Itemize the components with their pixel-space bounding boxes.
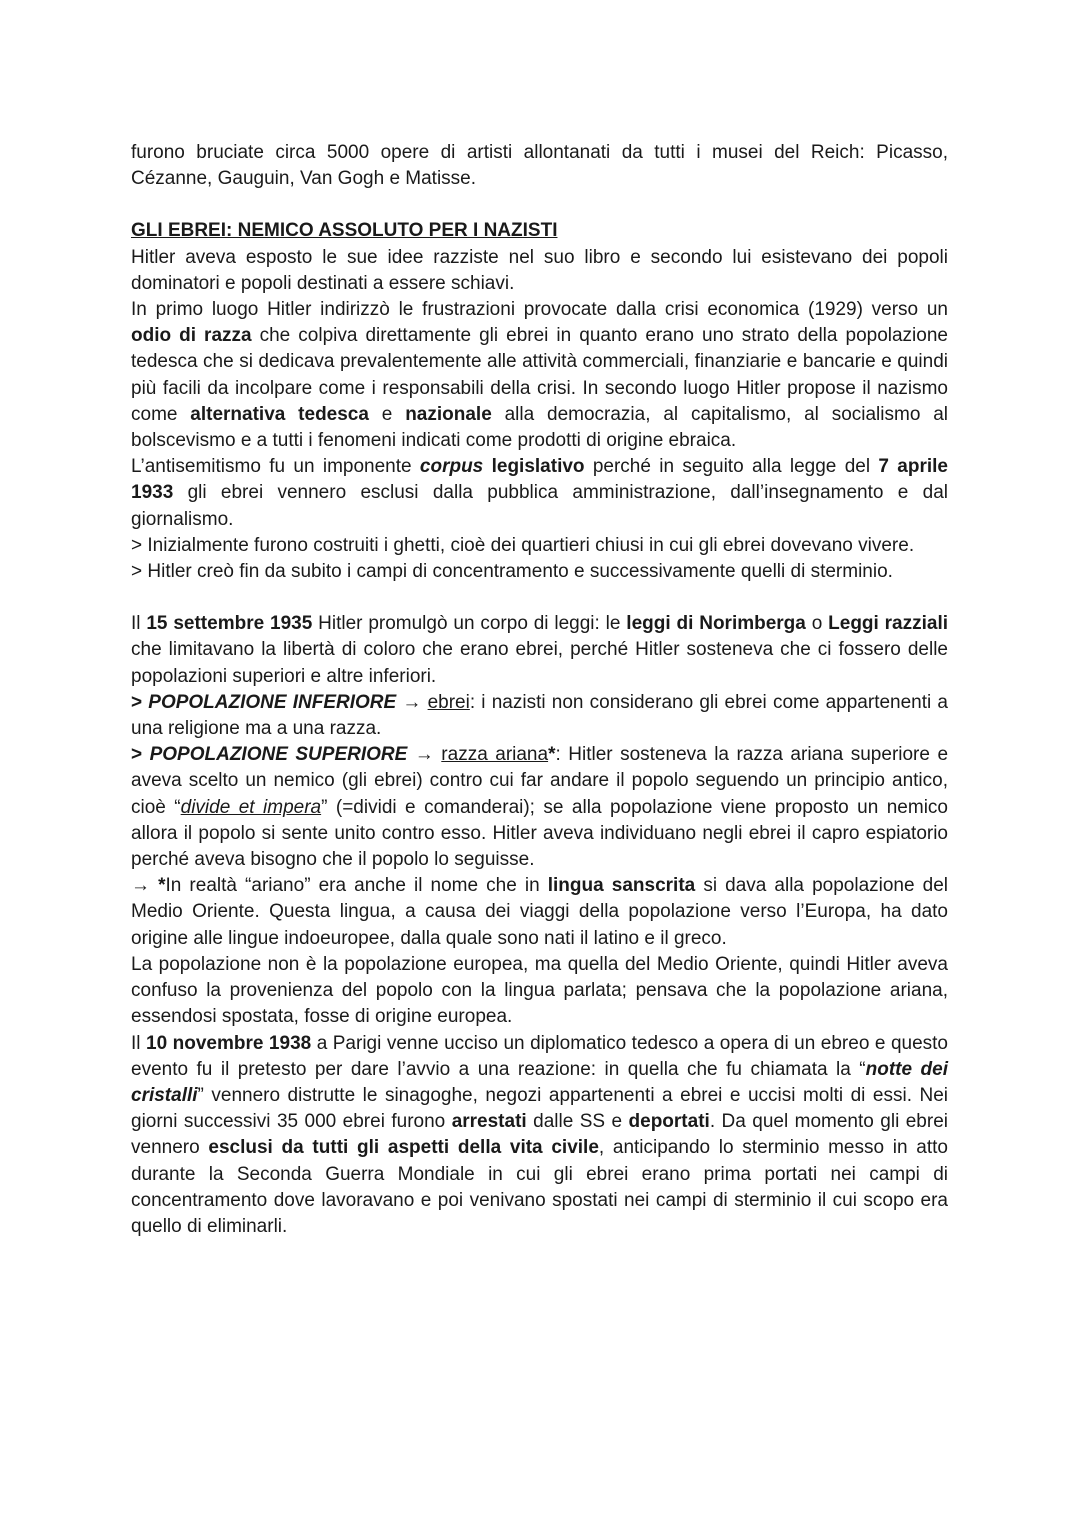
paragraph-aryan-note: [131, 873, 948, 952]
paragraph-gap: [131, 192, 948, 218]
bold-date: 15 settembre 1935: [146, 613, 313, 635]
paragraph-kristallnacht: [131, 1031, 948, 1241]
bold-term: alternativa tedesca: [190, 403, 369, 425]
paragraph-economic-crisis: [131, 297, 948, 454]
paragraph-gap: [131, 585, 948, 611]
bold-date: 10 novembre 1938: [146, 1032, 312, 1054]
text-run: In primo luogo Hitler indirizzò le frustrazioni provocate dalla crisi economica (1929) verso un: [131, 299, 948, 321]
text-run: dalle SS e: [526, 1111, 629, 1133]
bold-italic-term: POPOLAZIONE SUPERIORE: [149, 744, 408, 766]
text-run: che limitavano la libertà di coloro che erano ebrei, perché Hitler sosteneva che ci fossero delle popolazioni superiori e altre inferiori.: [131, 639, 948, 687]
bold-term: deportati: [628, 1111, 710, 1133]
text-run: : Hitler sosteneva la razza ariana superiore e aveva scelto un nemico (gli ebrei) contro cui far andare il popolo seguendo un principio antico, cioè “: [131, 744, 949, 818]
bold-term: legislativo: [491, 456, 585, 478]
text-run: gli ebrei vennero esclusi dalla pubblica amministrazione, dall’insegnamento e dal giornalismo.: [131, 482, 948, 530]
text-run: ” vennero distrutte le sinagoghe, negozi appartenenti a ebrei e uccisi molti di essi. Nei giorni successivi 35 000 ebrei furono: [131, 1084, 948, 1133]
text-run: : i nazisti non considerano gli ebrei come appartenenti a una religione ma a una razza.: [131, 691, 948, 740]
bold-marker: >: [131, 744, 150, 766]
bold-asterisk: *: [158, 875, 166, 897]
bold-term: lingua sanscrita: [547, 875, 696, 897]
bold-term: leggi di Norimberga: [626, 613, 806, 635]
text-run: Il: [131, 1032, 146, 1054]
bold-term: Leggi razziali: [828, 613, 949, 635]
text-run: →: [131, 875, 159, 897]
bold-italic-term: corpus: [419, 456, 484, 478]
text-run: L’antisemitismo fu un imponente: [131, 456, 420, 478]
paragraph-nuremberg-laws: [131, 611, 948, 690]
text-run: Il: [131, 613, 147, 635]
text-run: →: [407, 744, 442, 766]
underlined-term: ebrei: [427, 691, 470, 713]
paragraph-population-origin: [131, 952, 948, 1031]
section-heading: GLI EBREI: NEMICO ASSOLUTO PER I NAZISTI: [131, 220, 558, 242]
paragraph-superior-population: [131, 742, 948, 873]
text-run: o: [805, 613, 829, 635]
paragraph-antisemitism-law: [131, 454, 948, 533]
bullet-ghetti: > Inizialmente furono costruiti i ghetti, cioè dei quartieri chiusi in cui gli ebrei dovevano vivere.: [131, 534, 915, 556]
text-run: ” (=dividi e comanderai); se alla popolazione viene proposto un nemico allora il popolo si sente unito contro esso. Hitler aveva individuano negli ebrei il capro espiatorio perché aveva bisogno che il popolo lo seguisse.: [131, 796, 948, 871]
text-run: , anticipando lo sterminio messo in atto durante la Seconda Guerra Mondiale in cui gli ebrei erano prima portati nei campi di concentramento dove lavoravano e poi venivano spostati nei campi di sterminio il cui scopo era quello di eliminarli.: [131, 1137, 948, 1237]
intro-paragraph: [131, 140, 948, 192]
text-run: che colpiva direttamente gli ebrei in quanto erano uno strato della popolazione tedesca che si dedicava prevalentemente alle attività commerciali, finanziarie e bancarie e quindi più facili da incolpare come i responsabili della crisi. In secondo luogo Hitler propose il nazismo come: [131, 325, 948, 425]
text-run: La popolazione non è la popolazione europea, ma quella del Medio Oriente, quindi Hitler aveva confuso la provenienza del popolo con la lingua parlata; pensava che la popolazione ariana, essendosi spostata, fosse di origine europea.: [131, 953, 948, 1028]
bullet-campi: > Hitler creò fin da subito i campi di concentramento e successivamente quelli di sterminio.: [131, 561, 893, 583]
text-run: alla democrazia, al capitalismo, al socialismo al bolscevismo e a tutti i fenomeni indicati come prodotti di origine ebraica.: [131, 403, 949, 452]
underlined-term: razza ariana: [441, 744, 549, 766]
paragraph-inferior-population: [131, 690, 948, 742]
text-run: [483, 456, 491, 477]
bold-italic-term: POPOLAZIONE INFERIORE: [148, 691, 397, 713]
text-run: . Da quel momento gli ebrei vennero: [131, 1111, 948, 1159]
paragraph-racist-ideas: [131, 245, 948, 297]
bold-term: odio di razza: [131, 325, 252, 347]
bold-term: arrestati: [451, 1111, 527, 1133]
text-run: perché in seguito alla legge del: [584, 456, 879, 478]
bold-asterisk: *: [548, 744, 556, 766]
text-run: e: [368, 403, 406, 425]
text-run: Hitler aveva esposto le sue idee razziste nel suo libro e secondo lui esistevano dei popoli dominatori e popoli destinati a essere schiavi.: [131, 246, 948, 294]
text-run: si dava alla popolazione del Medio Oriente. Questa lingua, a causa dei viaggi della popolazione verso l’Europa, ha dato origine alle lingue indoeuropee, dalla quale sono nati il latino e il greco.: [131, 875, 948, 949]
text-run: →: [396, 691, 428, 713]
italic-underlined-term: divide et impera: [180, 796, 322, 818]
bold-date: 7 aprile 1933: [131, 456, 948, 504]
text-run: a Parigi venne ucciso un diplomatico tedesco a opera di un ebreo e questo evento fu il pretesto per dare l’avvio a una reazione: in quella che fu chiamata la “: [131, 1032, 948, 1080]
bold-term: nazionale: [405, 403, 492, 425]
text-run: Hitler promulgò un corpo di leggi: le: [312, 613, 627, 635]
text-run: In realtà “ariano” era anche il nome che in: [165, 875, 548, 897]
bold-italic-term: notte dei cristalli: [131, 1058, 948, 1106]
bold-term: esclusi da tutti gli aspetti della vita civile: [208, 1137, 599, 1159]
document-page: [131, 140, 948, 1240]
bold-marker: >: [131, 691, 149, 713]
intro-text: furono bruciate circa 5000 opere di artisti allontanati da tutti i musei del Reich: Picasso, Cézanne, Gauguin, Van Gogh e Matisse.: [131, 142, 948, 190]
